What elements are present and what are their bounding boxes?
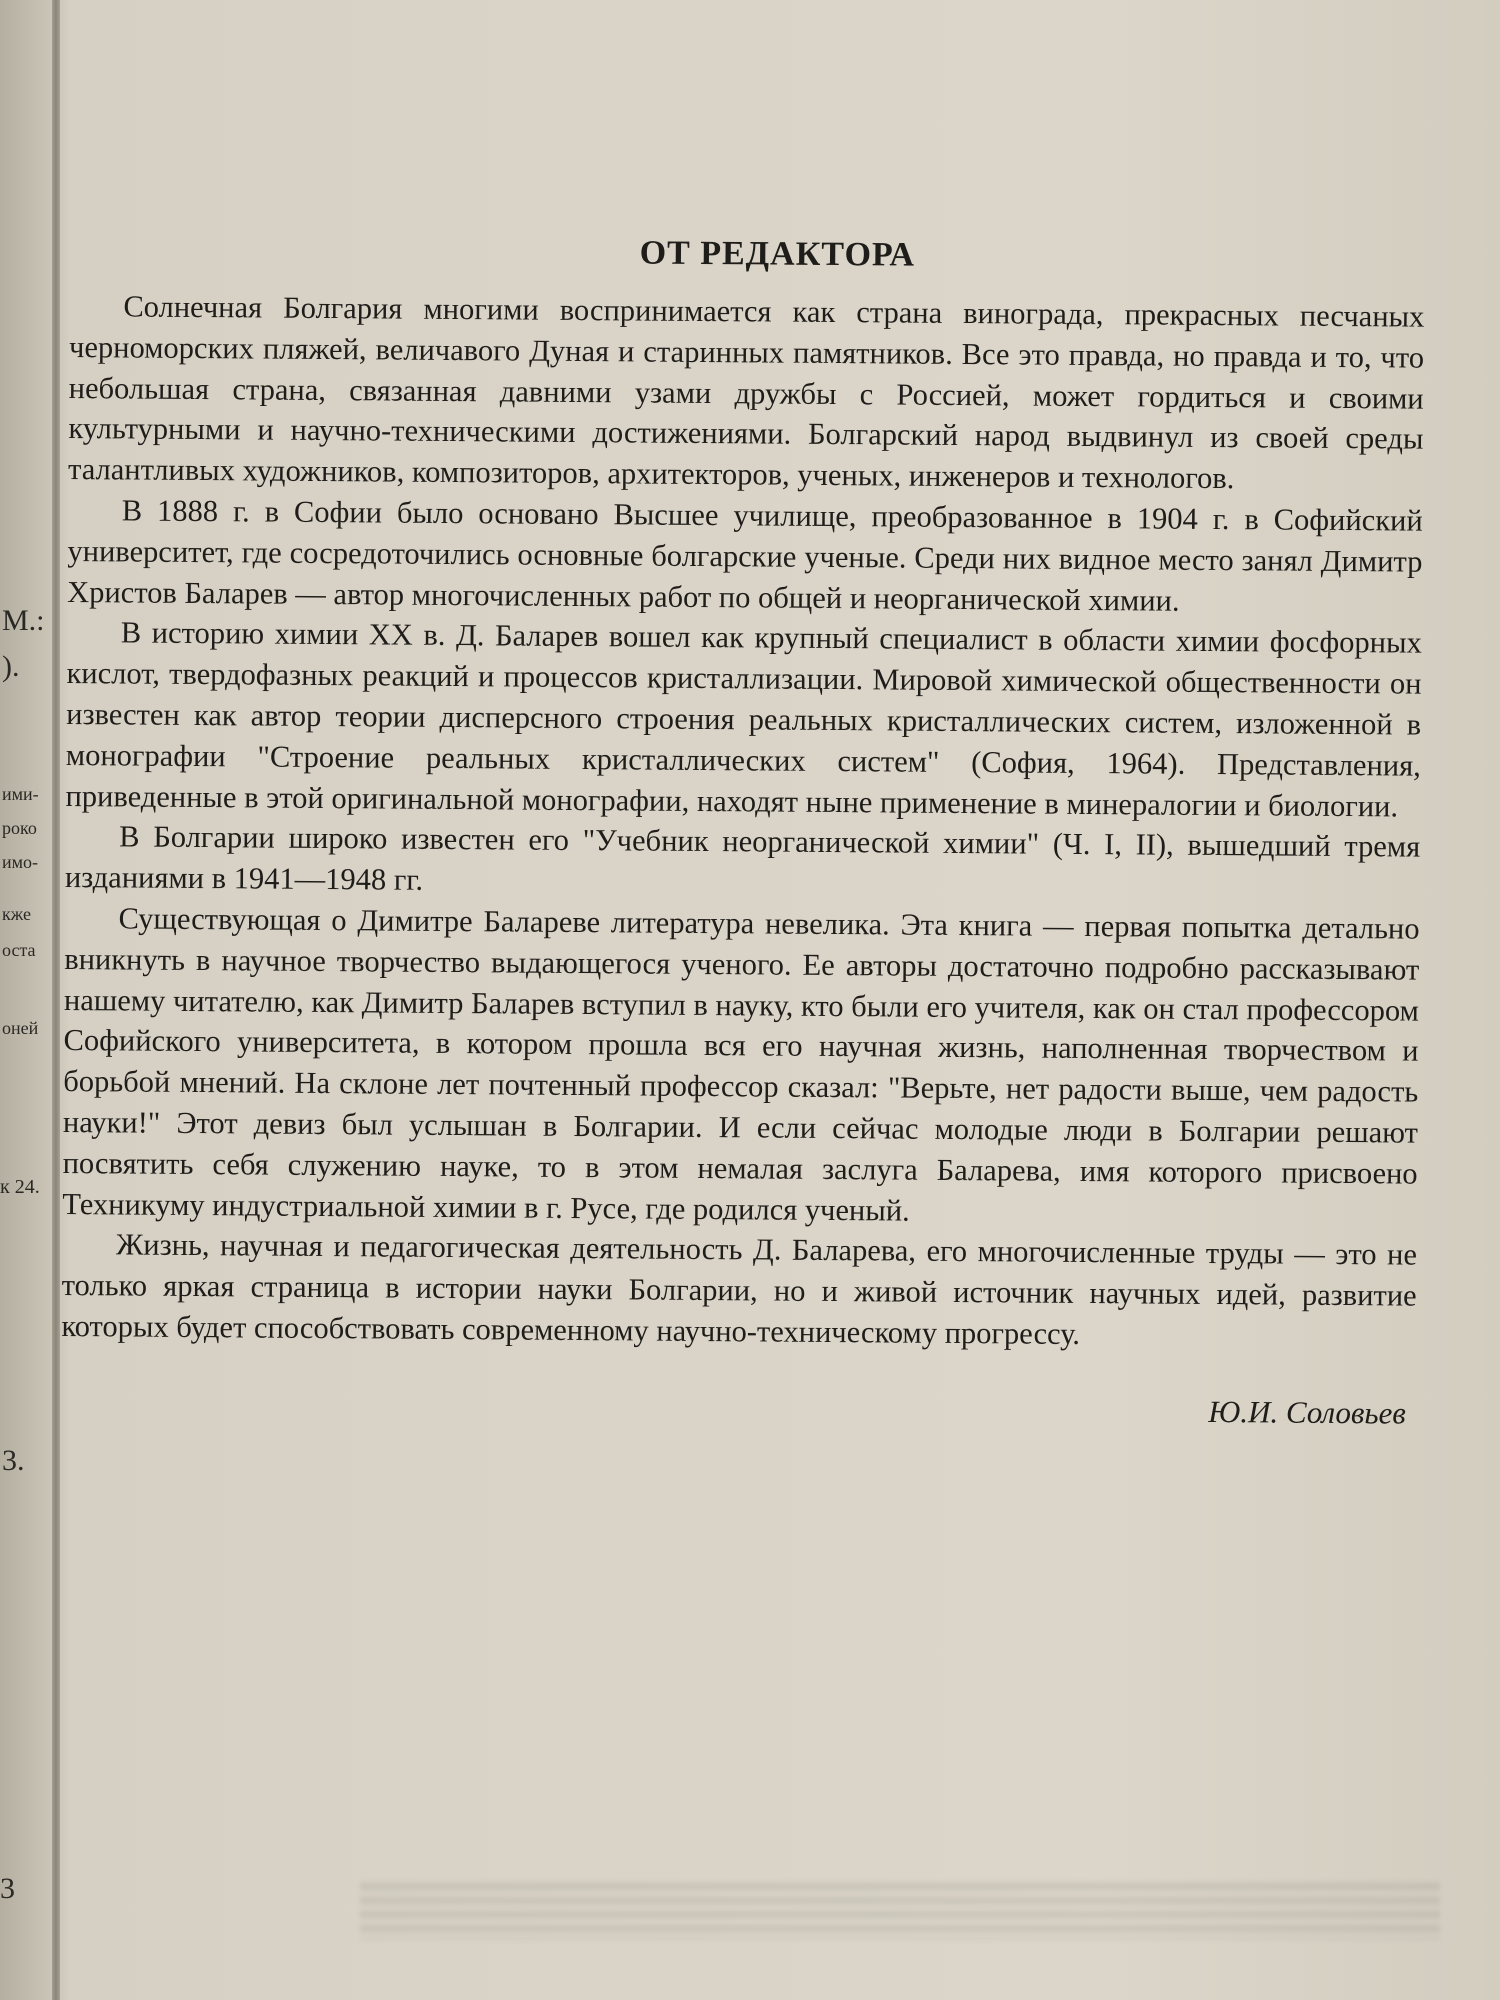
paragraph: Существующая о Димитре Балареве литература невелика. Эта книга — первая попытка детально вникнуть в научное творчество выдающегося ученого. Ее авторы достаточно подробно рассказывают нашему читателю, как Димитр Баларев вступил в науку, кто были его учителя, как он стал профессором Софийского университета, в котором прошла вся его научная жизнь, наполненная творчеством и борьбой мнений. На склоне лет почтенный профессор сказал: "Верьте, нет радости выше, чем радость науки!" Этот девиз был услышан в Болгарии. И если сейчас молодые люди в Болгарии решают посвятить себя служению науке, то в этом немалая заслуга Баларева, имя которого присвоено Техникуму индустриальной химии в г. Русе, где родился ученый. <box>62 901 1420 1228</box>
page-gutter <box>52 0 60 2000</box>
paragraph: В 1888 г. в Софии было основано Высшее училище, преобразованное в 1904 г. в Софийский университет, где сосредоточились основные болгарские ученые. Среди них видное место занял Димитр Христов Баларев — автор многочисленных работ по общей и неорганической химии. <box>67 493 1423 618</box>
paragraph: В Болгарии широко известен его "Учебник неорганической химии" (Ч. I, II), вышедший тремя изданиями в 1941—1948 гг. <box>64 819 1421 897</box>
left-page-fragment: роко <box>2 818 37 838</box>
paragraph: Солнечная Болгария многими воспринимается как страна винограда, прекрасных песчаных черноморских пляжей, величавого Дуная и старинных памятников. Все это правда, но правда и то, что небольшая страна, связанная давними узами дружбы с Россией, может гордиться и своими культурными и научно-техническими достижениями. Болгарский народ выдвинул из своей среды талантливых художников, композиторов, архитекторов, ученых, инженеров и технологов. <box>67 289 1425 496</box>
left-page-fragment: имо- <box>2 852 39 872</box>
left-page-fragment: оней <box>2 1018 39 1038</box>
left-page-fragment: М.: <box>2 604 45 637</box>
left-page-fragment: кже <box>2 904 31 924</box>
paragraph: Жизнь, научная и педагогическая деятельность Д. Баларева, его многочисленные труды — это не только яркая страница в истории науки Болгарии, но и живой источник научных идей, развитие которых будет способствовать современному научно-техническому прогрессу. <box>61 1227 1418 1351</box>
page-title: ОТ РЕДАКТОРА <box>639 234 916 274</box>
left-page-fragment: 3 <box>0 1872 15 1905</box>
paragraph: В историю химии XX в. Д. Баларев вошел как крупный специалист в области химии фосфорных кислот, твердофазных реакций и процессов кристаллизации. Мировой химической общественности он известен как автор теории дисперсного строения реальных кристаллических систем, изложенной в монографии "Строение реальных кристаллических систем" (София, 1964). Представления, приведенные в этой оригинальной монографии, находят ныне применение в минералогии и биологии. <box>65 615 1422 824</box>
left-page-fragment: к 24. <box>0 1176 40 1198</box>
left-page-fragment: ). <box>2 650 20 683</box>
signature: Ю.И. Соловьев <box>1208 1393 1406 1431</box>
adjacent-page <box>0 0 52 2000</box>
page-content <box>61 230 1425 1431</box>
left-page-fragment: 3. <box>2 1444 25 1477</box>
left-page-fragment: оста <box>2 940 36 960</box>
left-page-fragment: ими- <box>2 784 39 804</box>
show-through-text <box>360 1880 1440 1940</box>
